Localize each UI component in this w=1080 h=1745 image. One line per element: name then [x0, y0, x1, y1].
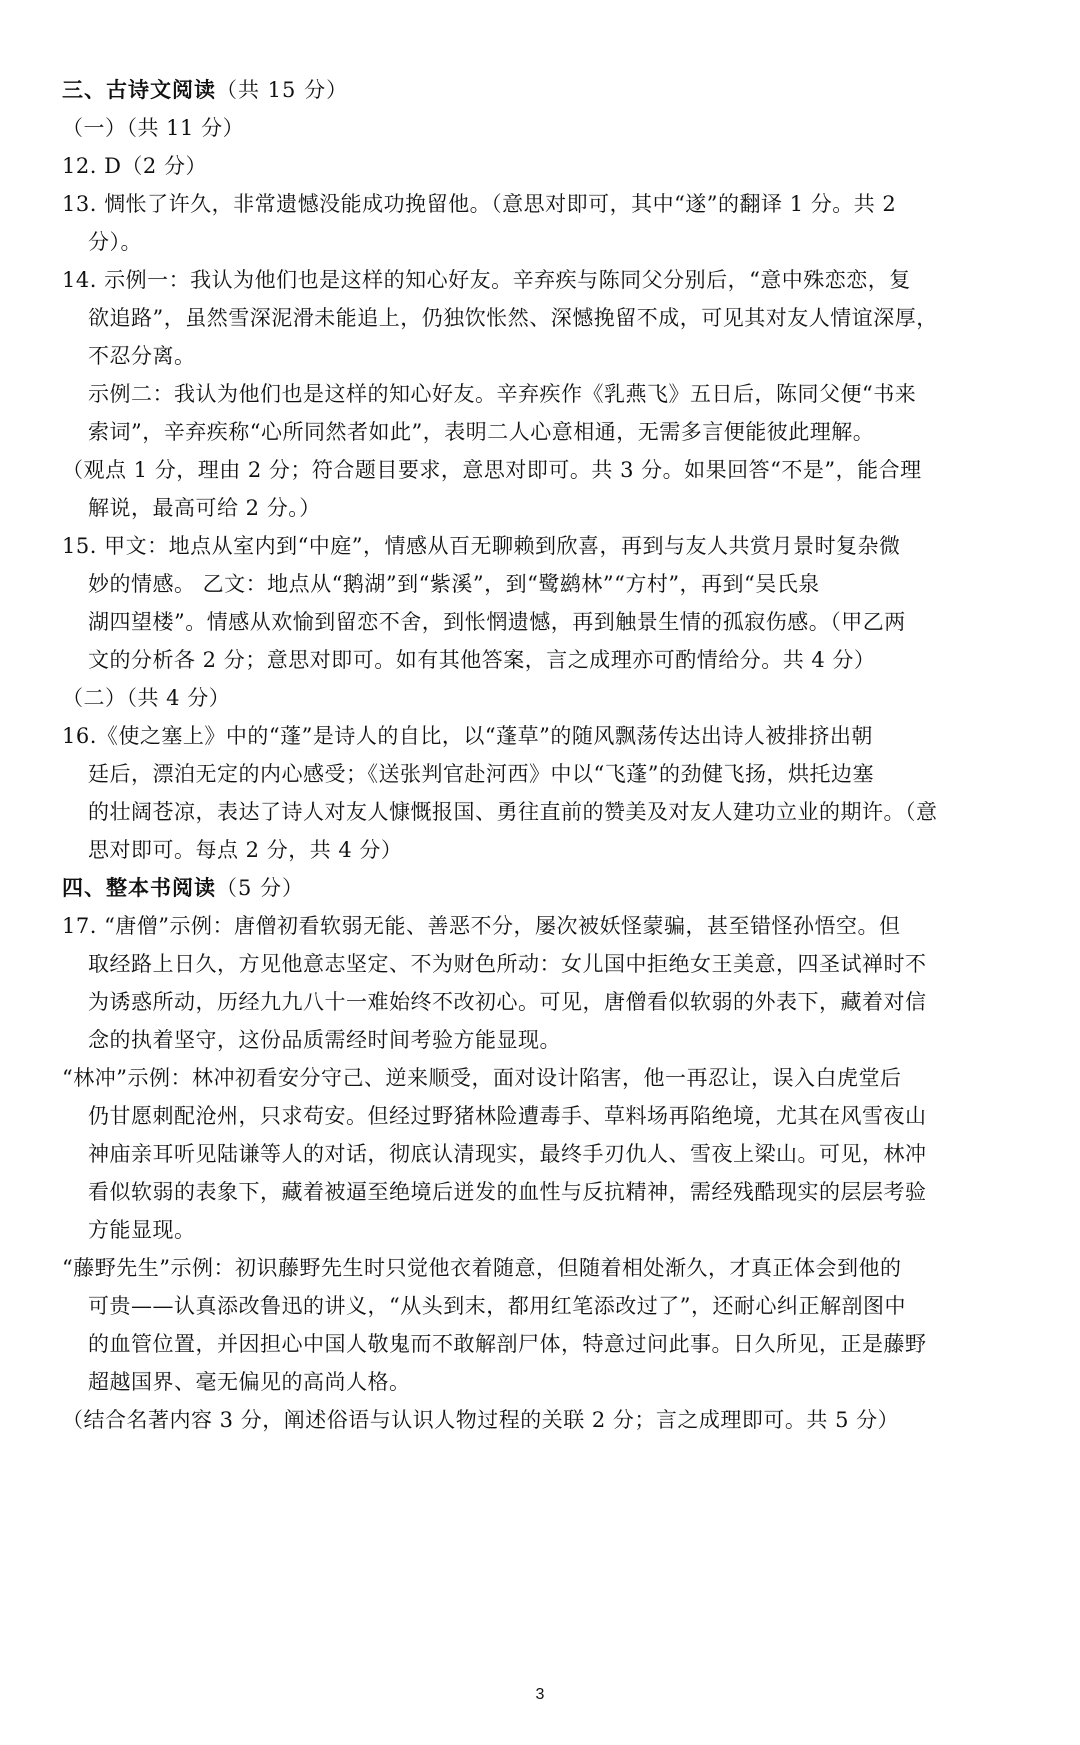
answer-17-example-fujino: “藤野先生”示例：初识藤野先生时只觉他衣着随意，但随着相处渐久，才真正体会到他的 [62, 1256, 902, 1280]
answer-13-cont: 分）。 [88, 230, 142, 254]
answer-17-example-linchong: “林冲”示例：林冲初看安分守己、逆来顺受，面对设计陷害，他一再忍让，误入白虎堂后 [62, 1066, 902, 1090]
page-number: 3 [535, 1686, 545, 1703]
subsection-1: （一）（共 11 分） [62, 116, 245, 140]
answer-17-cont: 可贵——认真添改鲁迅的讲义，“从头到末，都用红笔添改过了”，还耐心纠正解剖图中 [88, 1294, 906, 1318]
answer-14-scoring-cont: 解说，最高可给 2 分。） [88, 496, 321, 520]
answer-15: 15. 甲文：地点从室内到“中庭”，情感从百无聊赖到欣喜，再到与友人共赏月景时复杂微 [62, 534, 901, 558]
answer-16: 16.《使之塞上》中的“蓬”是诗人的自比，以“蓬草”的随风飘荡传达出诗人被排挤出朝 [62, 724, 873, 748]
answer-15-cont: 文的分析各 2 分；意思对即可。如有其他答案，言之成理亦可酌情给分。共 4 分） [88, 648, 876, 672]
section-score: （5 分） [216, 876, 305, 900]
section-score: （共 15 分） [216, 78, 349, 102]
answer-17: 17. “唐僧”示例：唐僧初看软弱无能、善恶不分，屡次被妖怪蒙骗，甚至错怪孙悟空。但 [62, 914, 901, 938]
answer-16-cont: 的壮阔苍凉，表达了诗人对友人慷慨报国、勇往直前的赞美及对友人建功立业的期许。（意 [88, 800, 938, 824]
section-heading-3 [62, 76, 348, 104]
answer-17-cont: 取经路上日久，方见他意志坚定、不为财色所动：女儿国中拒绝女王美意，四圣试禅时不 [88, 952, 927, 976]
section-title: 四、整本书阅读 [62, 876, 216, 900]
subsection-2: （二）（共 4 分） [62, 686, 231, 710]
answer-14-example2-cont: 索词”，辛弃疾称“心所同然者如此”，表明二人心意相通，无需多言便能彼此理解。 [88, 420, 875, 444]
answer-17-cont: 方能显现。 [88, 1218, 196, 1242]
answer-15-cont: 湖四望楼”。情感从欢愉到留恋不舍，到怅惘遗憾，再到触景生情的孤寂伤感。（甲乙两 [88, 610, 906, 634]
answer-14-scoring: （观点 1 分，理由 2 分；符合题目要求，意思对即可。共 3 分。如果回答“不是”，能合理 [62, 458, 922, 482]
answer-16-cont: 思对即可。每点 2 分，共 4 分） [88, 838, 403, 862]
answer-17-cont: 神庙亲耳听见陆谦等人的对话，彻底认清现实，最终手刃仇人、雪夜上梁山。可见，林冲 [88, 1142, 927, 1166]
answer-17-cont: 仍甘愿刺配沧州，只求苟安。但经过野猪林险遭毒手、草料场再陷绝境，尤其在风雪夜山 [88, 1104, 927, 1128]
answer-17-cont: 念的执着坚守，这份品质需经时间考验方能显现。 [88, 1028, 561, 1052]
answer-14-example2: 示例二：我认为他们也是这样的知心好友。辛弃疾作《乳燕飞》五日后，陈同父便“书来 [88, 382, 917, 406]
answer-17-cont: 的血管位置，并因担心中国人敬鬼而不敢解剖尸体，特意过问此事。日久所见，正是藤野 [88, 1332, 927, 1356]
answer-13: 13. 惆怅了许久，非常遗憾没能成功挽留他。（意思对即可，其中“遂”的翻译 1 分。共 2 [62, 192, 897, 216]
answer-17-cont: 超越国界、毫无偏见的高尚人格。 [88, 1370, 411, 1394]
answer-15-cont: 妙的情感。 乙文：地点从“鹅湖”到“紫溪”，到“鹭鹚林”“方村”，再到“吴氏泉 [88, 572, 820, 596]
section-title: 三、古诗文阅读 [62, 78, 216, 102]
answer-14-cont: 欲追路”，虽然雪深泥滑未能追上，仍独饮怅然、深憾挽留不成，可见其对友人情谊深厚， [88, 306, 938, 330]
section-heading-4 [62, 874, 304, 902]
answer-14-cont: 不忍分离。 [88, 344, 196, 368]
answer-16-cont: 廷后，漂泊无定的内心感受；《送张判官赴河西》中以“飞蓬”的劲健飞扬，烘托边塞 [88, 762, 874, 786]
answer-17-cont: 看似软弱的表象下，藏着被逼至绝境后迸发的血性与反抗精神，需经残酷现实的层层考验 [88, 1180, 927, 1204]
answer-12: 12. D（2 分） [62, 154, 207, 178]
answer-17-cont: 为诱惑所动，历经九九八十一难始终不改初心。可见，唐僧看似软弱的外表下，藏着对信 [88, 990, 927, 1014]
answer-17-scoring: （结合名著内容 3 分，阐述俗语与认识人物过程的关联 2 分；言之成理即可。共 5 分） [62, 1408, 900, 1432]
answer-14: 14. 示例一：我认为他们也是这样的知心好友。辛弃疾与陈同父分别后，“意中殊恋恋，复 [62, 268, 911, 292]
